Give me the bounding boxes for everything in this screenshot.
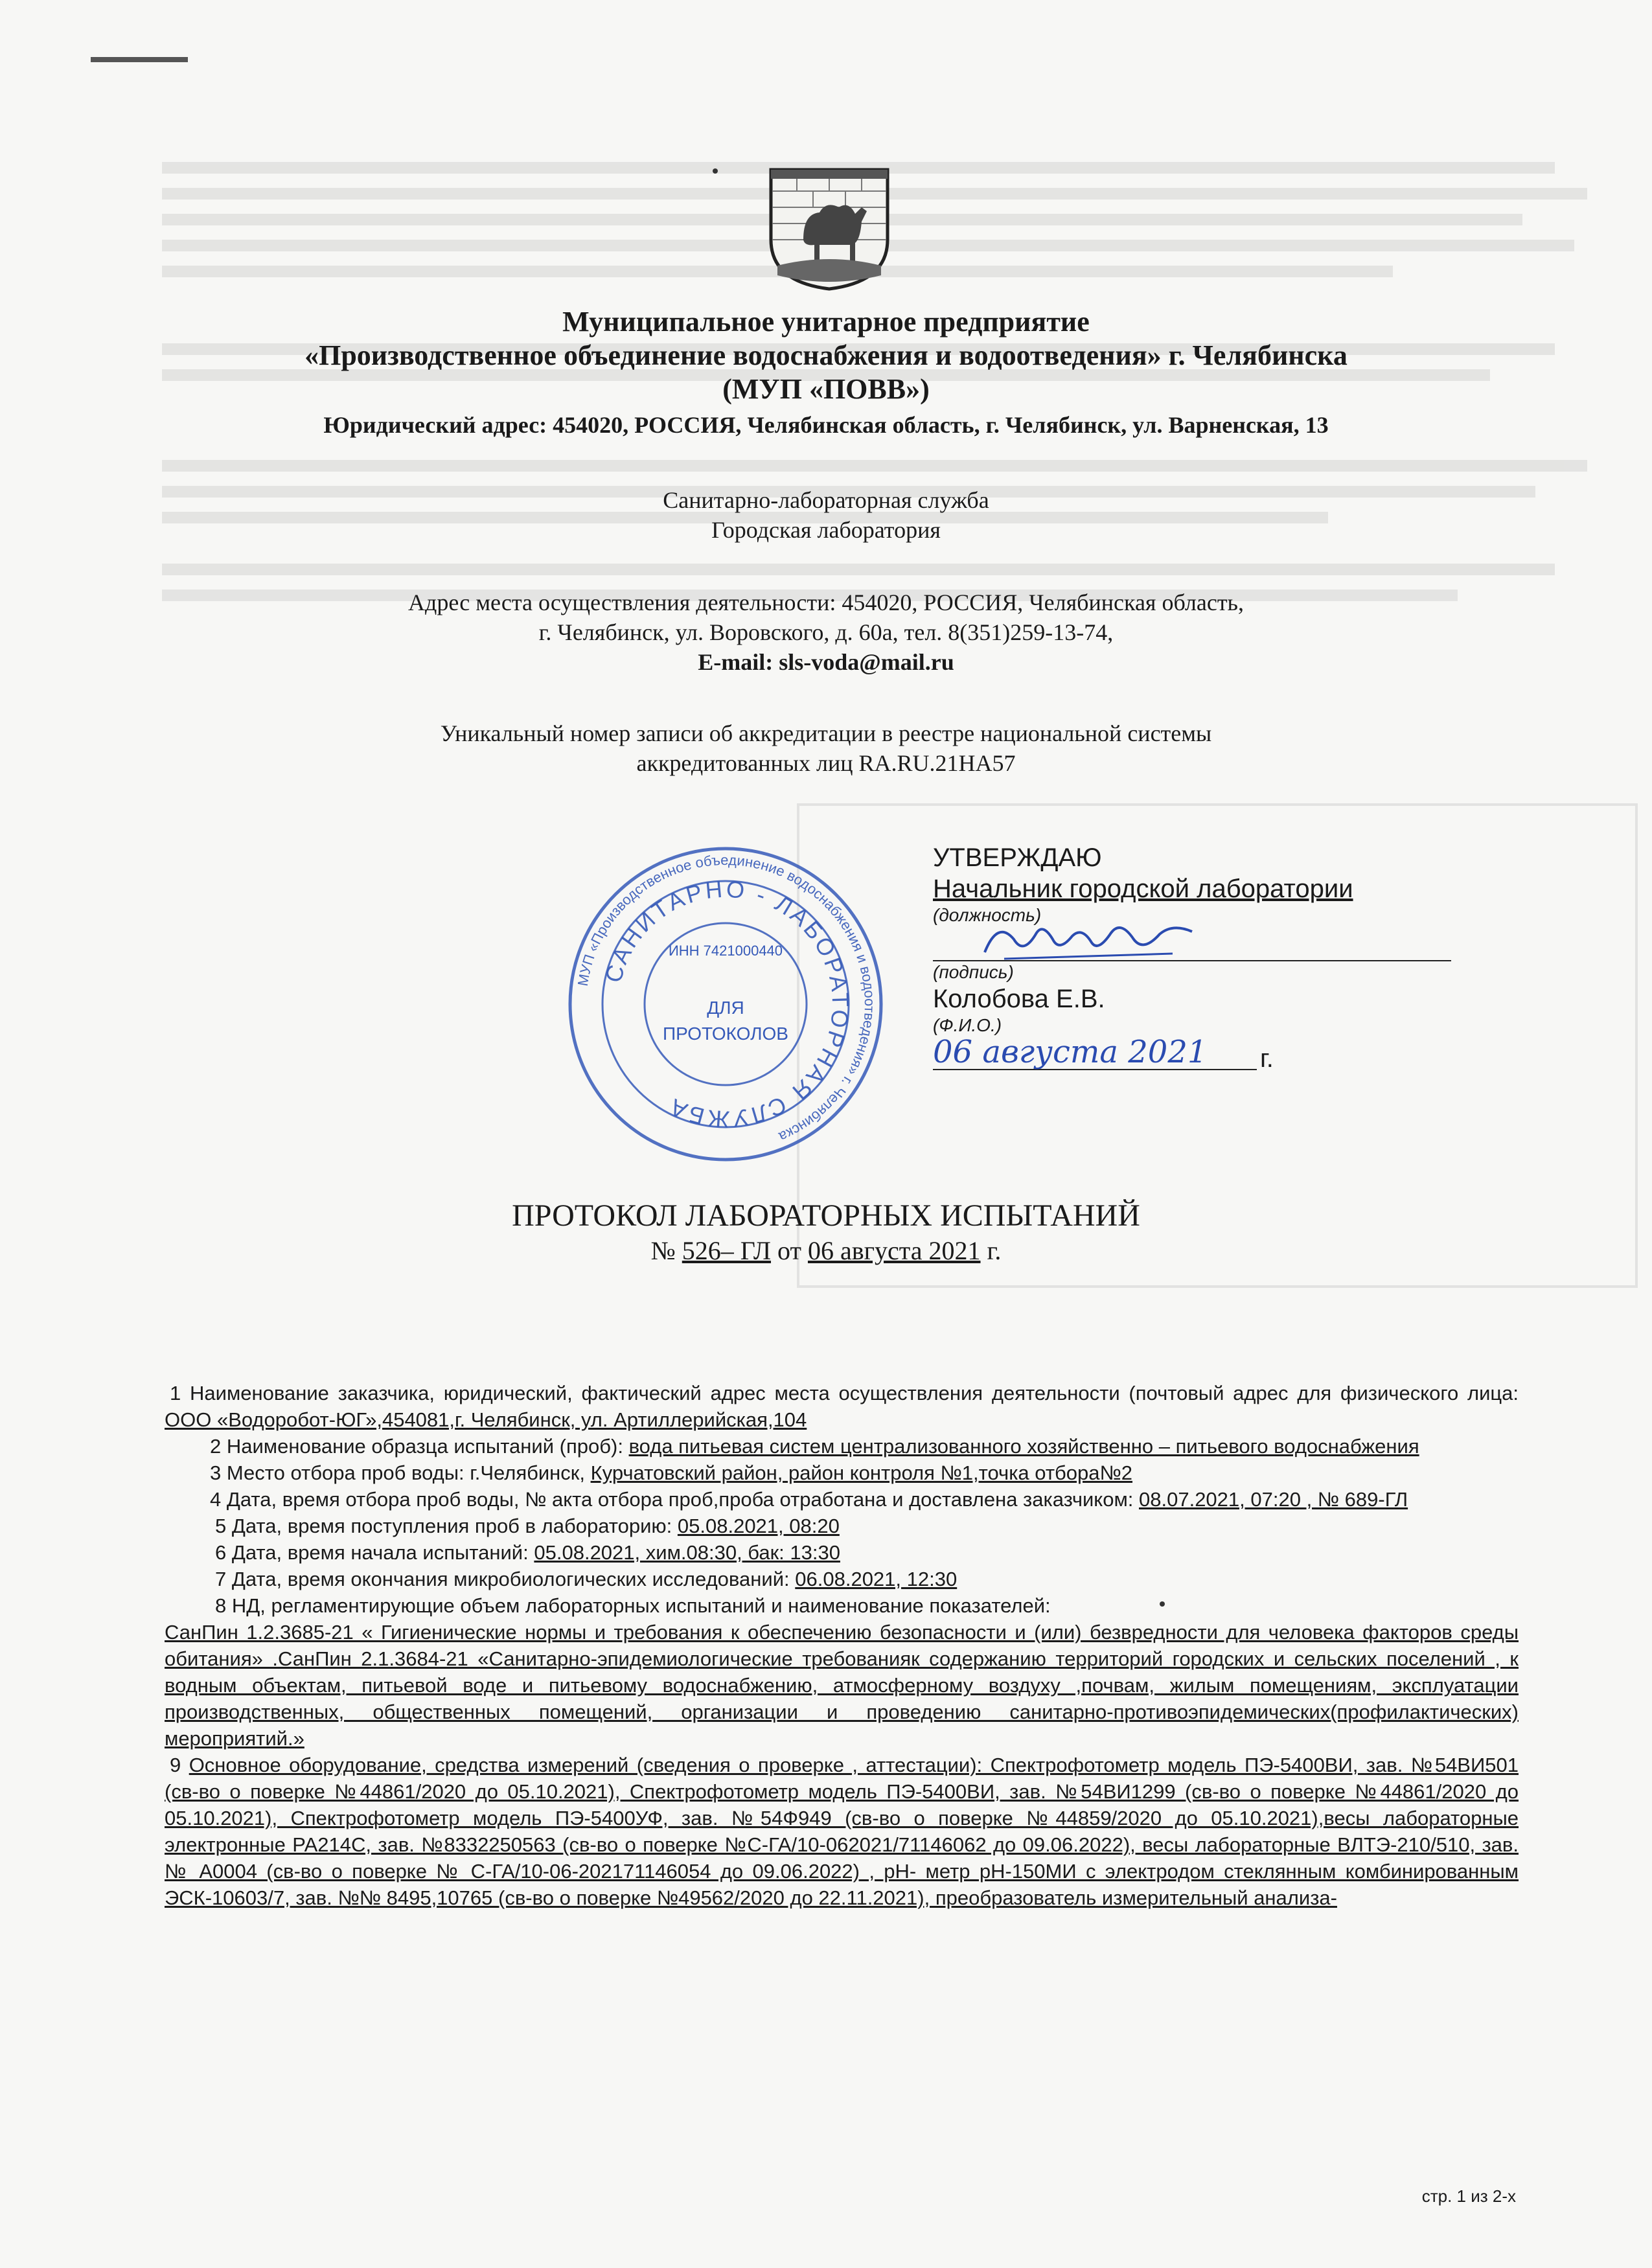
item-1 (165, 1380, 1519, 1433)
stamp-outer-text: МУП «Производственное объединение водоснабжения и водоотведения» г. Челябинска (574, 851, 878, 1145)
service-name: Санитарно-лабораторная служба (663, 487, 989, 513)
approver-position: Начальник городской лаборатории (933, 875, 1353, 903)
approve-label: УТВЕРЖДАЮ (933, 843, 1102, 872)
activity-address-line1: Адрес места осуществления деятельности: 454020, РОССИЯ, Челябинская область, (408, 590, 1244, 615)
activity-address-line2: г. Челябинск, ул. Воровского, д. 60а, тел. 8(351)259-13-74, (538, 619, 1114, 645)
item-7 (165, 1566, 1519, 1592)
stamp-inn: ИНН 7421000440 (668, 943, 783, 959)
item-9-value: Основное оборудование, средства измерений (сведения о проверке , аттестации): Спектрофотометр модель ПЭ-5400ВИ, зав. №54ВИ501 (св-во о поверке №44861/2020 до 05.10.2021), Спектрофотометр модель ПЭ-5400ВИ, зав. №54ВИ1299 (св-во о поверке №44861/2020 до 05.10.2021), Спектрофотометр модель ПЭ-5400УФ, зав. №54Ф949 (св-во о поверке №44859/2020 до 05.10.2021),весы лабораторные электронные PA214C, зав. №8332250563 (св-во о поверке №С-ГА/10-062021/71146062 до 09.06.2022), весы лабораторные ВЛТЭ-210/510, зав.№ А0004 (св-во о поверке № С-ГА/10-06-202171146054 до 09.06.2022) , рН- метр рН-150МИ с электродом стеклянным комбинированным ЭСК-10603/7, зав. №№ 8495,10765 (св-во о поверке №49562/2020 до 22.11.2021), преобразователь измерительный анализа- (165, 1754, 1519, 1909)
position-caption: (должность) (933, 905, 1042, 925)
item-8-label: 8 НД, регламентирующие объем лабораторных испытаний и наименование показателей: (215, 1594, 1051, 1617)
item-4-value: 08.07.2021, 07:20 , № 689-ГЛ (1139, 1488, 1408, 1511)
item-2 (165, 1433, 1519, 1460)
accreditation-line2: аккредитованных лиц RA.RU.21НА57 (636, 750, 1016, 776)
protocol-number-line (0, 1235, 1652, 1267)
item-6-label: 6 Дата, время начала испытаний: (215, 1541, 529, 1564)
number-prefix: № (650, 1236, 676, 1265)
signature-icon (978, 913, 1211, 965)
protocol-date: 06 августа 2021 (807, 1236, 981, 1265)
item-6-value: 05.08.2021, хим.08:30, бак: 13:30 (534, 1541, 840, 1564)
item-2-label: 2 Наименование образца испытаний (проб): (210, 1435, 623, 1458)
item-8-value: СанПин 1.2.3685-21 « Гигиенические нормы и требования к обеспечению безопасности и (или) безвредности для человека факторов среды обитания» .СанПин 2.1.3684-21 «Санитарно-эпидемиологические требованияк содержанию территорий городских и сельских поселений , к водным объектам, питьевой воде и питьевому водоснабжению, атмосферному воздуху ,почвам, жилым помещениям, эксплуатации производственных, общественных помещений, организации и проведению санитарно-противоэпидемических(профилактических) мероприятий.» (165, 1621, 1519, 1750)
item-3-label: 3 Место отбора проб воды: г.Челябинск, (210, 1461, 585, 1484)
item-4-label: 4 Дата, время отбора проб воды, № акта отбора проб,проба отработана и доставлена заказчиком: (210, 1488, 1134, 1511)
item-7-label: 7 Дата, время окончания микробиологических исследований: (215, 1568, 790, 1590)
approver-name: Колобова Е.В. (933, 985, 1105, 1013)
approval-block (933, 842, 1451, 1075)
approval-year-suffix: г. (1260, 1044, 1274, 1073)
item-8 (165, 1592, 1519, 1619)
legal-address: Юридический адрес: 454020, РОССИЯ, Челябинская область, г. Челябинск, ул. Варненская, 13 (323, 412, 1329, 438)
number-from: от (777, 1236, 801, 1265)
protocol-number: 526– ГЛ (682, 1236, 772, 1265)
item-9-number: 9 (170, 1754, 181, 1776)
item-1-value: ООО «Водоробот-ЮГ»,454081,г. Челябинск, ул. Артиллерийская,104 (165, 1408, 807, 1431)
item-5 (165, 1513, 1519, 1539)
lab-name: Городская лаборатория (711, 517, 941, 543)
org-name-line2: «Производственное объединение водоснабжения и водоотведения» г. Челябинска (304, 339, 1348, 371)
item-3 (165, 1460, 1519, 1486)
name-caption: (Ф.И.О.) (933, 1015, 1002, 1035)
item-1-label: 1 Наименование заказчика, юридический, фактический адрес места осуществления деятельности (почтовый адрес для физического лица: (170, 1382, 1519, 1404)
scan-mark (91, 57, 188, 62)
item-7-value: 06.08.2021, 12:30 (795, 1568, 958, 1590)
lab-stamp (564, 842, 888, 1166)
protocol-items (165, 1380, 1519, 1911)
item-8-value-paragraph (165, 1619, 1519, 1752)
item-6 (165, 1539, 1519, 1566)
org-name-line1: Муниципальное унитарное предприятие (562, 306, 1090, 338)
item-4 (165, 1486, 1519, 1513)
stamp-center-2: ПРОТОКОЛОВ (663, 1024, 788, 1044)
org-short-name: (МУП «ПОВВ») (722, 373, 930, 405)
stamp-inner-text: САНИТАРНО - ЛАБОРАТОРНАЯ СЛУЖБА (599, 875, 855, 1133)
item-5-value: 05.08.2021, 08:20 (677, 1515, 840, 1537)
approval-date-row (933, 1034, 1451, 1075)
stamp-center-1: ДЛЯ (707, 998, 744, 1018)
scan-speck (1160, 1601, 1165, 1607)
scan-speck (713, 168, 718, 174)
signature-caption: (подпись) (933, 962, 1014, 982)
approval-date-handwritten: 06 августа 2021 (933, 1034, 1208, 1070)
item-9 (165, 1752, 1519, 1911)
accreditation-line1: Уникальный номер записи об аккредитации в реестре национальной системы (440, 720, 1212, 746)
signature-line (933, 926, 1451, 961)
item-3-value: Курчатовский район, район контроля №1,точка отбора№2 (590, 1461, 1133, 1484)
item-5-label: 5 Дата, время поступления проб в лабораторию: (215, 1515, 672, 1537)
page-number: стр. 1 из 2-х (1421, 2186, 1516, 2206)
email: E-mail: sls-voda@mail.ru (698, 649, 954, 675)
protocol-title: ПРОТОКОЛ ЛАБОРАТОРНЫХ ИСПЫТАНИЙ (512, 1198, 1140, 1233)
protocol-year-suffix: г. (987, 1236, 1002, 1265)
protocol-title-block (0, 1197, 1652, 1267)
city-crest-icon (758, 162, 901, 292)
item-2-value: вода питьевая систем централизованного хозяйственно – питьевого водоснабжения (628, 1435, 1419, 1458)
